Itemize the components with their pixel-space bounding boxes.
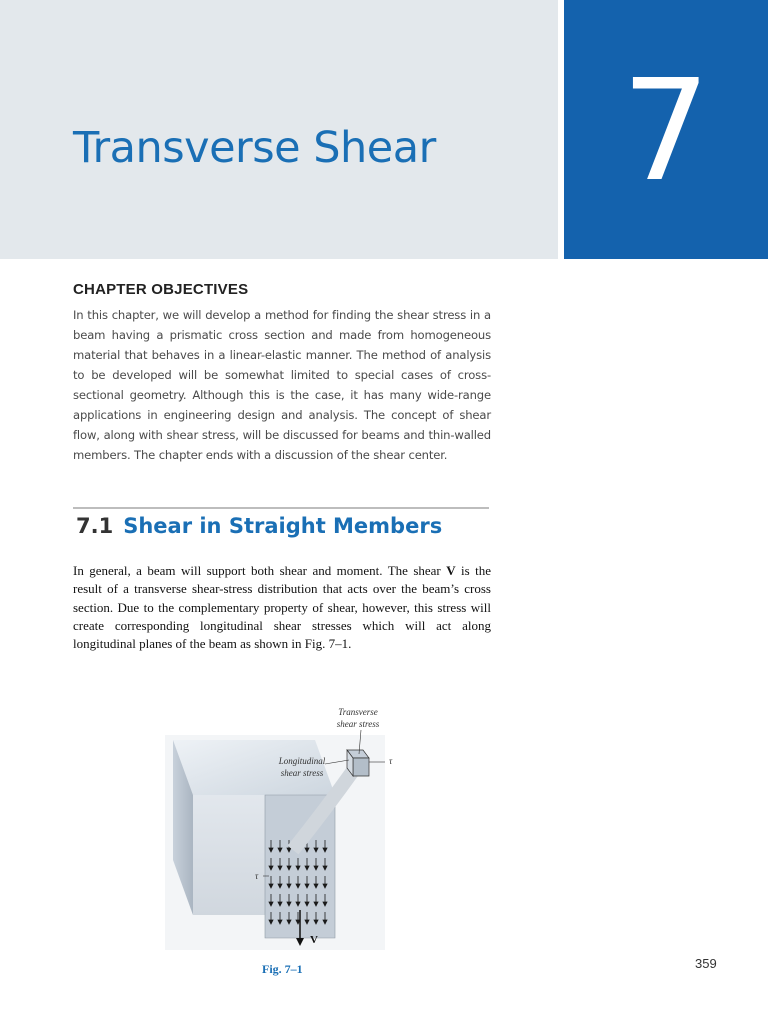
objectives-paragraph: In this chapter, we will develop a method for finding the shear stress in a beam having a prismatic cross section and made from homogeneous material that behaves in a linear-elastic manner. The method of analysis to be developed will be somewhat limited to special cases of cross-sectional geometry. Although this is the case, it has many wide-range applications in engineering design and analysis. The concept of shear flow, along with shear stress, will be discussed for beams and thin-walled members. The chapter ends with a discussion of the shear center. <box>73 308 491 462</box>
label-transverse-line1: Transverse <box>338 707 378 717</box>
tau-label-right: τ <box>389 756 393 766</box>
beam-figure <box>165 700 425 955</box>
body-paragraph <box>73 562 491 653</box>
body-bold-v: V <box>446 563 456 578</box>
page-number: 359 <box>695 956 717 971</box>
chapter-number-block <box>564 0 768 259</box>
section-number: 7.1 <box>76 514 114 538</box>
section-divider <box>73 507 489 509</box>
chapter-number: 7 <box>621 50 711 213</box>
section-title: Shear in Straight Members <box>123 514 443 538</box>
chapter-title: Transverse Shear <box>73 123 436 173</box>
v-label: V <box>310 934 318 946</box>
objectives-heading: CHAPTER OBJECTIVES <box>73 281 249 298</box>
body-text-part1: In general, a beam will support both shear and moment. The shear <box>73 563 447 578</box>
section-heading <box>76 514 442 538</box>
figure-caption: Fig. 7–1 <box>262 962 303 976</box>
label-transverse-line2: shear stress <box>336 719 380 729</box>
label-longitudinal-line1: Longitudinal <box>278 756 326 766</box>
label-longitudinal-line2: shear stress <box>280 768 324 778</box>
stress-element-cube <box>347 750 369 776</box>
tau-label-left: τ <box>255 871 259 881</box>
body-text-part2: is the result of a transverse shear-stress distribution that acts over the beam’s cross section. Due to the complementary property of shear, however, this stress will create corresponding longitudinal shear stresses which will act along longitudinal planes of the beam as shown in Fig. 7–1. <box>73 563 492 652</box>
chapter-header-band <box>0 0 558 259</box>
